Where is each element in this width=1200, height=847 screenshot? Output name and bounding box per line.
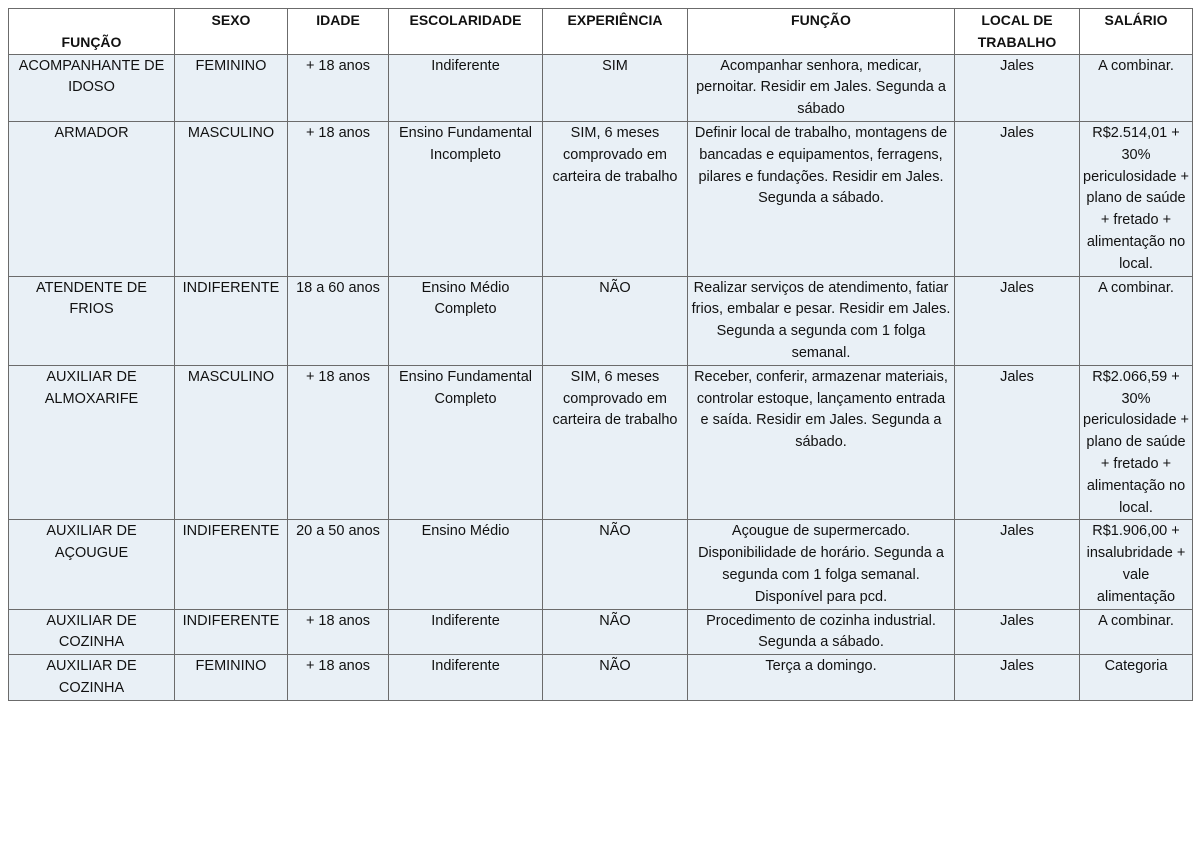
header-experiencia: EXPERIÊNCIA	[543, 9, 688, 55]
cell-escolaridade: Ensino Fundamental Incompleto	[389, 121, 543, 276]
cell-idade: + 18 anos	[288, 365, 389, 520]
cell-escolaridade: Indiferente	[389, 655, 543, 701]
table-row	[9, 609, 1193, 655]
cell-sexo: MASCULINO	[175, 365, 288, 520]
cell-local: Jales	[955, 121, 1080, 276]
cell-escolaridade: Ensino Médio	[389, 520, 543, 609]
cell-local: Jales	[955, 54, 1080, 121]
cell-funcao: ARMADOR	[9, 121, 175, 276]
table-row	[9, 121, 1193, 276]
cell-sexo: MASCULINO	[175, 121, 288, 276]
cell-idade: + 18 anos	[288, 121, 389, 276]
cell-experiencia: NÃO	[543, 655, 688, 701]
cell-salario: A combinar.	[1080, 54, 1193, 121]
header-funcao: FUNÇÃO	[9, 9, 175, 55]
cell-escolaridade: Indiferente	[389, 54, 543, 121]
cell-descricao: Realizar serviços de atendimento, fatiar frios, embalar e pesar. Residir em Jales. Segunda a segunda com 1 folga semanal.	[688, 276, 955, 365]
cell-funcao: AUXILIAR DE ALMOXARIFE	[9, 365, 175, 520]
cell-descricao: Açougue de supermercado. Disponibilidade de horário. Segunda a segunda com 1 folga semanal. Disponível para pcd.	[688, 520, 955, 609]
cell-funcao: AUXILIAR DE COZINHA	[9, 655, 175, 701]
cell-salario: A combinar.	[1080, 609, 1193, 655]
header-idade: IDADE	[288, 9, 389, 55]
cell-descricao: Acompanhar senhora, medicar, pernoitar. Residir em Jales. Segunda a sábado	[688, 54, 955, 121]
header-funcao-descricao: FUNÇÃO	[688, 9, 955, 55]
cell-experiencia: SIM, 6 meses comprovado em carteira de trabalho	[543, 365, 688, 520]
cell-idade: + 18 anos	[288, 655, 389, 701]
cell-escolaridade: Ensino Médio Completo	[389, 276, 543, 365]
header-escolaridade: ESCOLARIDADE	[389, 9, 543, 55]
cell-funcao: ACOMPANHANTE DE IDOSO	[9, 54, 175, 121]
cell-local: Jales	[955, 520, 1080, 609]
cell-local: Jales	[955, 609, 1080, 655]
cell-sexo: INDIFERENTE	[175, 276, 288, 365]
cell-experiencia: NÃO	[543, 276, 688, 365]
cell-sexo: INDIFERENTE	[175, 520, 288, 609]
cell-idade: 18 a 60 anos	[288, 276, 389, 365]
cell-idade: 20 a 50 anos	[288, 520, 389, 609]
cell-salario: Categoria	[1080, 655, 1193, 701]
cell-descricao: Procedimento de cozinha industrial. Segunda a sábado.	[688, 609, 955, 655]
cell-local: Jales	[955, 365, 1080, 520]
cell-local: Jales	[955, 276, 1080, 365]
cell-local: Jales	[955, 655, 1080, 701]
cell-sexo: INDIFERENTE	[175, 609, 288, 655]
cell-funcao: AUXILIAR DE COZINHA	[9, 609, 175, 655]
cell-experiencia: NÃO	[543, 520, 688, 609]
cell-experiencia: SIM, 6 meses comprovado em carteira de trabalho	[543, 121, 688, 276]
cell-idade: + 18 anos	[288, 54, 389, 121]
cell-experiencia: NÃO	[543, 609, 688, 655]
cell-escolaridade: Ensino Fundamental Completo	[389, 365, 543, 520]
cell-salario: R$2.514,01 + 30% periculosidade + plano de saúde + fretado + alimentação no local.	[1080, 121, 1193, 276]
table-row	[9, 655, 1193, 701]
cell-funcao: AUXILIAR DE AÇOUGUE	[9, 520, 175, 609]
table-row	[9, 276, 1193, 365]
table-row	[9, 54, 1193, 121]
cell-idade: + 18 anos	[288, 609, 389, 655]
cell-descricao: Terça a domingo.	[688, 655, 955, 701]
cell-escolaridade: Indiferente	[389, 609, 543, 655]
cell-experiencia: SIM	[543, 54, 688, 121]
cell-salario: A combinar.	[1080, 276, 1193, 365]
cell-sexo: FEMININO	[175, 655, 288, 701]
cell-descricao: Definir local de trabalho, montagens de bancadas e equipamentos, ferragens, pilares e fundações. Residir em Jales. Segunda a sábado.	[688, 121, 955, 276]
job-openings-table	[8, 8, 1193, 701]
header-sexo: SEXO	[175, 9, 288, 55]
header-local-de-trabalho: LOCAL DE TRABALHO	[955, 9, 1080, 55]
cell-salario: R$2.066,59 + 30% periculosidade + plano de saúde + fretado + alimentação no local.	[1080, 365, 1193, 520]
cell-funcao: ATENDENTE DE FRIOS	[9, 276, 175, 365]
table-row	[9, 520, 1193, 609]
cell-salario: R$1.906,00 + insalubridade + vale alimentação	[1080, 520, 1193, 609]
cell-descricao: Receber, conferir, armazenar materiais, controlar estoque, lançamento entrada e saída. Residir em Jales. Segunda a sábado.	[688, 365, 955, 520]
cell-sexo: FEMININO	[175, 54, 288, 121]
table-row	[9, 365, 1193, 520]
header-salario: SALÁRIO	[1080, 9, 1193, 55]
table-header-row	[9, 9, 1193, 55]
